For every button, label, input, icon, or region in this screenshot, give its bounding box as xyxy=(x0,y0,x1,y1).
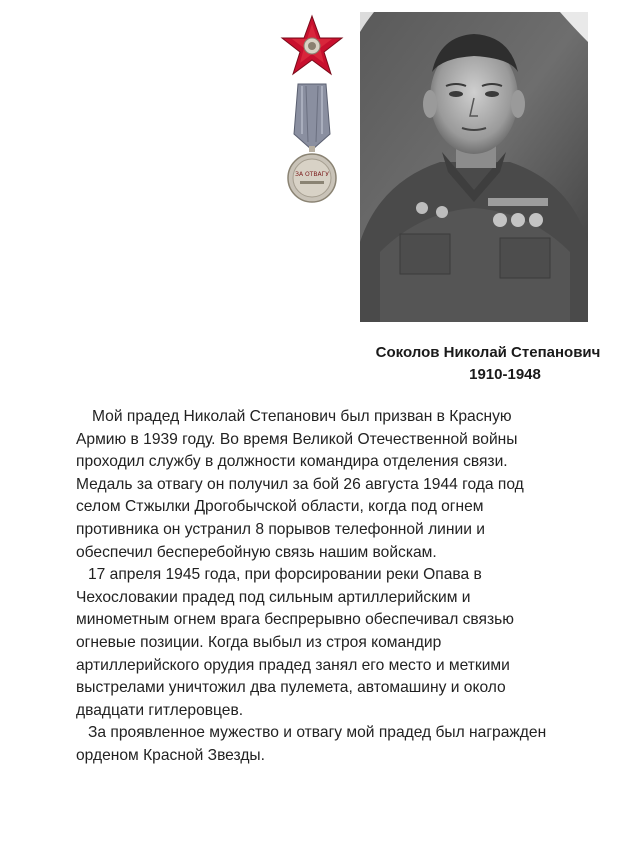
story-line: проходил службу в должности командира отделения связи. xyxy=(76,453,508,471)
medal-ribbon-icon xyxy=(294,84,330,150)
story-line: огневые позиции. Когда выбыл из строя командир xyxy=(76,633,442,651)
story-line: Медаль за отвагу он получил за бой 26 августа 1944 года под xyxy=(76,475,524,493)
story-line: выстрелами уничтожил два пулемета, автомашину и около xyxy=(76,679,506,697)
bravery-medal-icon xyxy=(288,146,336,202)
story-text xyxy=(76,406,616,768)
story-line: 17 апреля 1945 года, при форсировании реки Опава в xyxy=(88,566,482,584)
soldier-portrait-photo xyxy=(360,12,588,322)
story-line: противника он устранил 8 порывов телефонной линии и xyxy=(76,520,485,538)
story-line: обеспечил бесперебойную связь нашим войскам. xyxy=(76,543,437,561)
red-star-order-icon xyxy=(282,16,342,74)
medals-svg xyxy=(280,14,344,214)
story-line: Мой прадед Николай Степанович был призван в Красную xyxy=(92,408,512,425)
person-name: Соколов Николай Степанович xyxy=(375,344,601,361)
story-line: Армию в 1939 году. Во время Великой Отечественной войны xyxy=(76,430,518,448)
story-line: селом Стжылки Дрогобычской области, когда под огнем xyxy=(76,498,484,516)
medals-column xyxy=(280,14,344,214)
medal-text: ЗА ОТВАГУ xyxy=(295,171,329,178)
story-line: орденом Красной Звезды. xyxy=(76,746,265,764)
story-line: Чехословакии прадед под сильным артиллерийским и xyxy=(76,588,471,606)
portrait-photo xyxy=(360,12,588,322)
story-line: минометным огнем врага беспрерывно обеспечивал связью xyxy=(76,611,514,629)
story-line: двадцати гитлеровцев. xyxy=(76,701,244,719)
story-line: За проявленное мужество и отвагу мой прадед был награжден xyxy=(88,724,547,742)
portrait-caption xyxy=(300,342,620,386)
story-line: артиллерийского орудия прадед занял его место и меткими xyxy=(76,656,510,674)
life-years: 1910-1948 xyxy=(469,366,541,383)
